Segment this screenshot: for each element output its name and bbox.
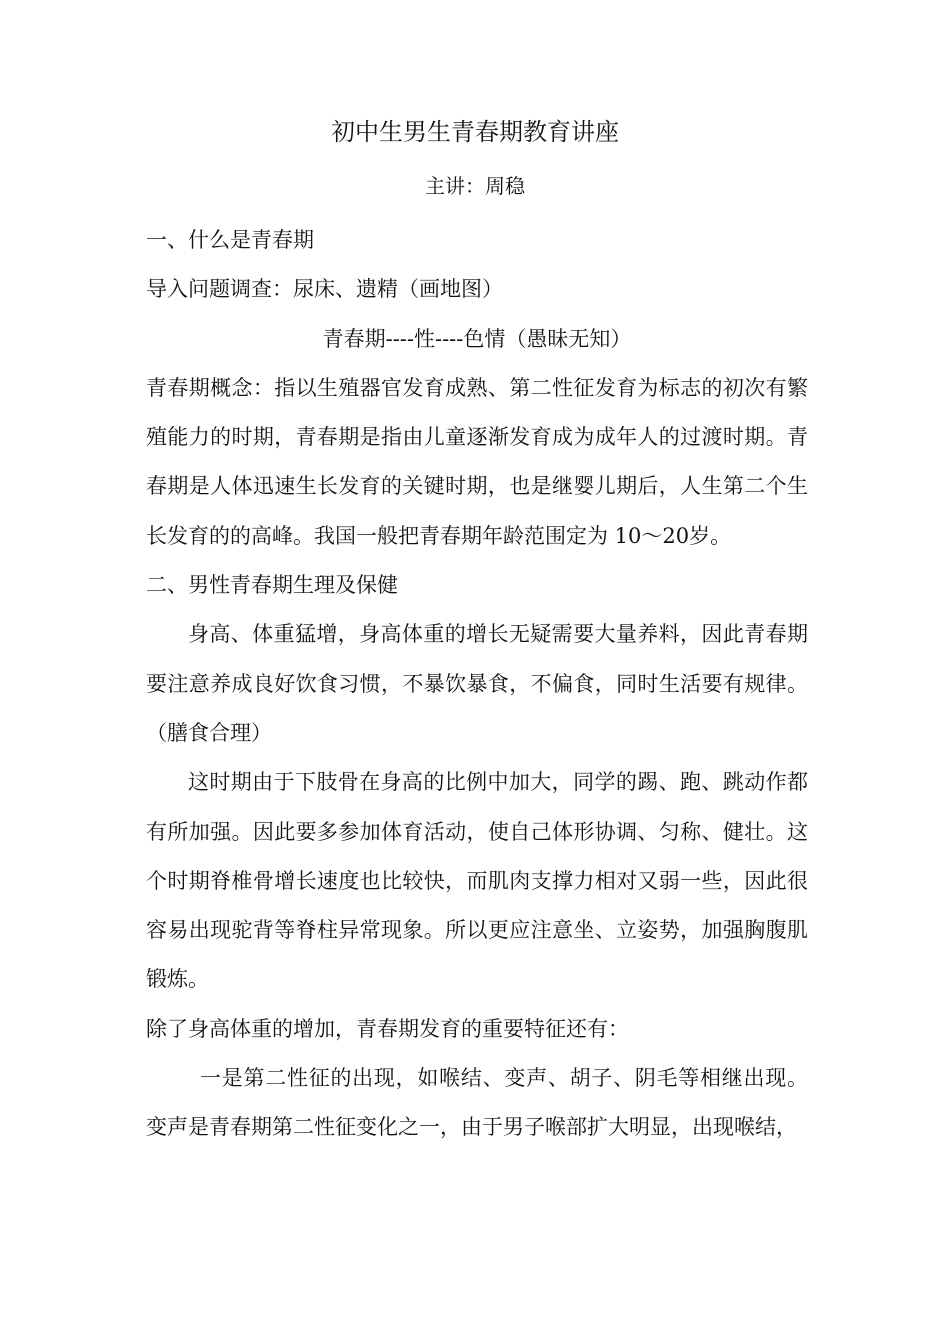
features-intro-line: 除了身高体重的增加，青春期发育的重要特征还有：	[146, 1016, 629, 1041]
document-title: 初中生男生青春期教育讲座	[331, 118, 619, 146]
secondary-sex-paragraph: 一是第二性征的出现，如喉结、变声、胡子、阴毛等相继出现。变声是青春期第二性征变化之一，由于男子喉部扩大明显，出现喉结，	[146, 1066, 808, 1140]
centered-formula-line: 青春期----性----色情（愚昧无知）	[322, 326, 632, 351]
document-body	[146, 216, 808, 1153]
puberty-concept-paragraph: 青春期概念：指以生殖器官发育成熟、第二性征发育为标志的初次有繁殖能力的时期，青春期是指由儿童逐渐发育成为成年人的过渡时期。青春期是人体迅速生长发育的关键时期，也是继婴儿期后，人生第二个生长发育的的高峰。我国一般把青春期年龄范围定为 10～20岁。	[146, 375, 808, 548]
section-heading-1: 一、什么是青春期	[146, 228, 314, 252]
section-heading-2: 二、男性青春期生理及保健	[146, 573, 398, 598]
author-line: 主讲：周稳	[425, 174, 525, 198]
intro-question-line: 导入问题调查：尿床、遗精（画地图）	[146, 277, 503, 302]
skeleton-paragraph: 这时期由于下肢骨在身高的比例中加大，同学的踢、跑、跳动作都有所加强。因此要多参加体育活动，使自己体形协调、匀称、健壮。这个时期脊椎骨增长速度也比较快，而肌肉支撑力相对又弱一些，因此很容易出现驼背等脊柱异常现象。所以更应注意坐、立姿势，加强胸腹肌锻炼。	[146, 770, 808, 992]
height-weight-paragraph: 身高、体重猛增，身高体重的增长无疑需要大量养料，因此青春期要注意养成良好饮食习惯，不暴饮暴食，不偏食，同时生活要有规律。（膳食合理）	[146, 622, 808, 745]
